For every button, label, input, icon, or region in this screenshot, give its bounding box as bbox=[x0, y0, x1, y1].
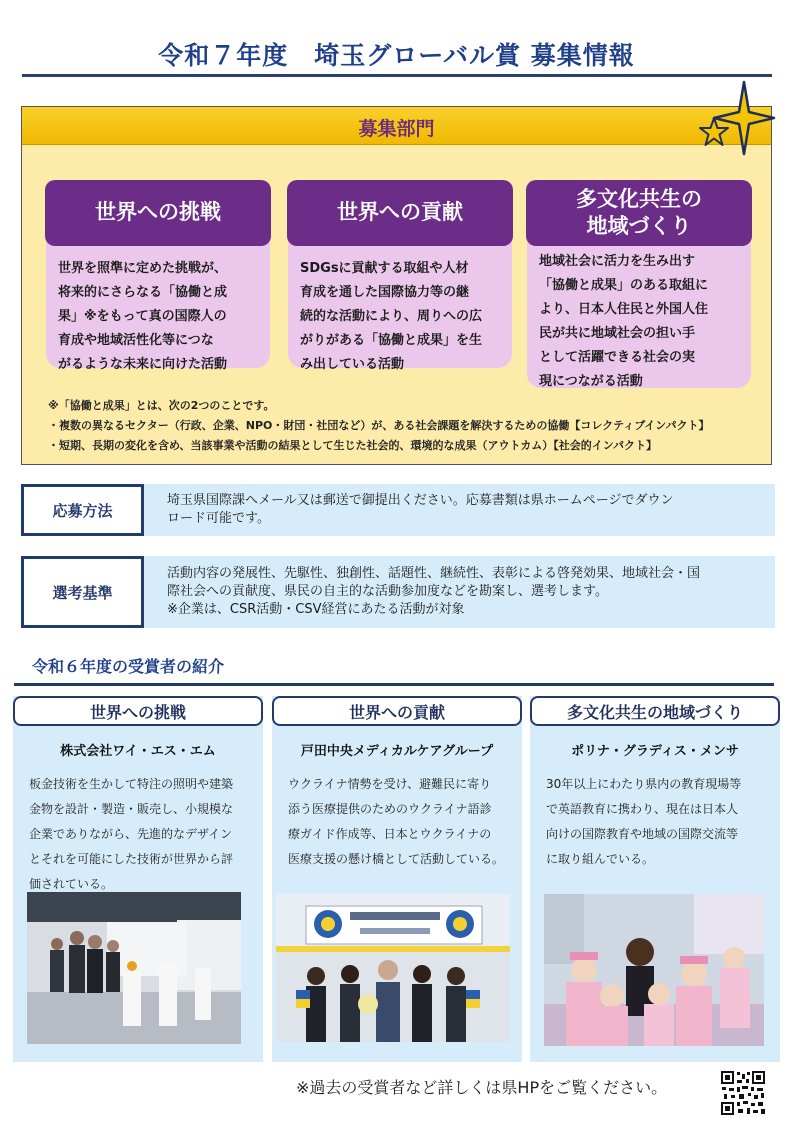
page-title: 令和７年度 埼玉グローバル賞 募集情報 bbox=[158, 41, 635, 70]
winner-category-tab: 世界への挑戦 bbox=[13, 696, 263, 726]
title-divider bbox=[22, 74, 772, 77]
winner-photo-exhibition bbox=[27, 892, 241, 1044]
definition-notes: ※「協働と成果」とは、次の2つのことです。 ・複数の異なるセクター（行政、企業、NPO・財団・社団など）が、ある社会課題を解決するための協働【コレクティブインパクト】 ・短期、長期の変化を含め、当該事業や活動の結果として生じた社会的、環境的な成果（アウトカム）【社会的インパクト】 bbox=[48, 399, 710, 452]
winner-photo-graduation bbox=[544, 894, 764, 1046]
star-icon bbox=[698, 116, 730, 148]
winner-card-multicultural bbox=[530, 696, 780, 1062]
selection-criteria-label: 選考基準 bbox=[21, 556, 144, 628]
application-method-text: 埼玉県国際課へメール又は郵送で御提出ください。応募書類は県ホームページでダウン ロード可能です。 bbox=[167, 493, 674, 526]
winner-name: ポリナ・グラディス・メンサ bbox=[571, 744, 739, 759]
application-method-label: 応募方法 bbox=[21, 484, 144, 536]
category-label: 多文化共生の 地域づくり bbox=[526, 180, 752, 246]
winner-category-tab: 多文化共生の地域づくり bbox=[530, 696, 780, 726]
winner-card-challenge bbox=[13, 696, 263, 1062]
winner-description: 板金技術を生かして特注の照明や建築 金物を設計・製造・販売し、小規模な 企業でありながら、先進的なデザイン とそれを可能にした技術が世界から評 価されている。 bbox=[29, 777, 234, 891]
winner-name: 株式会社ワイ・エス・エム bbox=[60, 744, 216, 759]
winners-heading: 令和６年度の受賞者の紹介 bbox=[32, 657, 225, 676]
selection-criteria-text: 活動内容の発展性、先駆性、独創性、話題性、継続性、表彰による啓発効果、地域社会・国 際社会への貢献度、県民の自主的な活動参加度などを勘案し、選考します。 ※企業は、CSR活動・CSV経営にあたる活動が対象 bbox=[167, 566, 701, 617]
category-label: 世界への貢献 bbox=[287, 180, 513, 246]
categories-header bbox=[22, 107, 771, 145]
application-method-row bbox=[21, 484, 775, 536]
category-description: 世界を照準に定めた挑戦が、 将来的にさらなる「協働と成 果」※をもって真の国際人の 育成や地域活性化等につな がるような未来に向けた活動 bbox=[46, 240, 270, 368]
winner-card-contribution bbox=[272, 696, 522, 1062]
category-description: 地域社会に活力を生み出す 「協働と成果」のある取組に より、日本人住民と外国人住 民が共に地域社会の担い手 として活躍できる社会の実 現につながる活動 bbox=[527, 240, 751, 388]
winner-photo-group bbox=[276, 894, 510, 1042]
winner-category-tab: 世界への貢献 bbox=[272, 696, 522, 726]
winner-description: ウクライナ情勢を受け、避難民に寄り 添う医療提供のためのウクライナ語診 療ガイド作成等、日本とウクライナの 医療支援の懸け橋として活動している。 bbox=[288, 777, 505, 866]
qr-code-icon[interactable] bbox=[720, 1070, 766, 1116]
category-description: SDGsに貢献する取組や人材 育成を通した国際協力等の継 続的な活動により、周りへの広 がりがある「協働と成果」を生 み出している活動 bbox=[288, 240, 512, 368]
selection-criteria-row bbox=[21, 556, 775, 628]
categories-heading: 募集部門 bbox=[358, 118, 435, 140]
category-label: 世界への挑戦 bbox=[45, 180, 271, 246]
winner-name: 戸田中央メディカルケアグループ bbox=[300, 744, 494, 759]
winner-description: 30年以上にわたり県内の教育現場等 で英語教育に携わり、現在は日本人 向けの国際教育や地域の国際交流等 に取り組んでいる。 bbox=[546, 777, 742, 866]
winners-divider bbox=[14, 683, 774, 686]
footer-note: ※過去の受賞者など詳しくは県HPをご覧ください。 bbox=[296, 1078, 668, 1097]
